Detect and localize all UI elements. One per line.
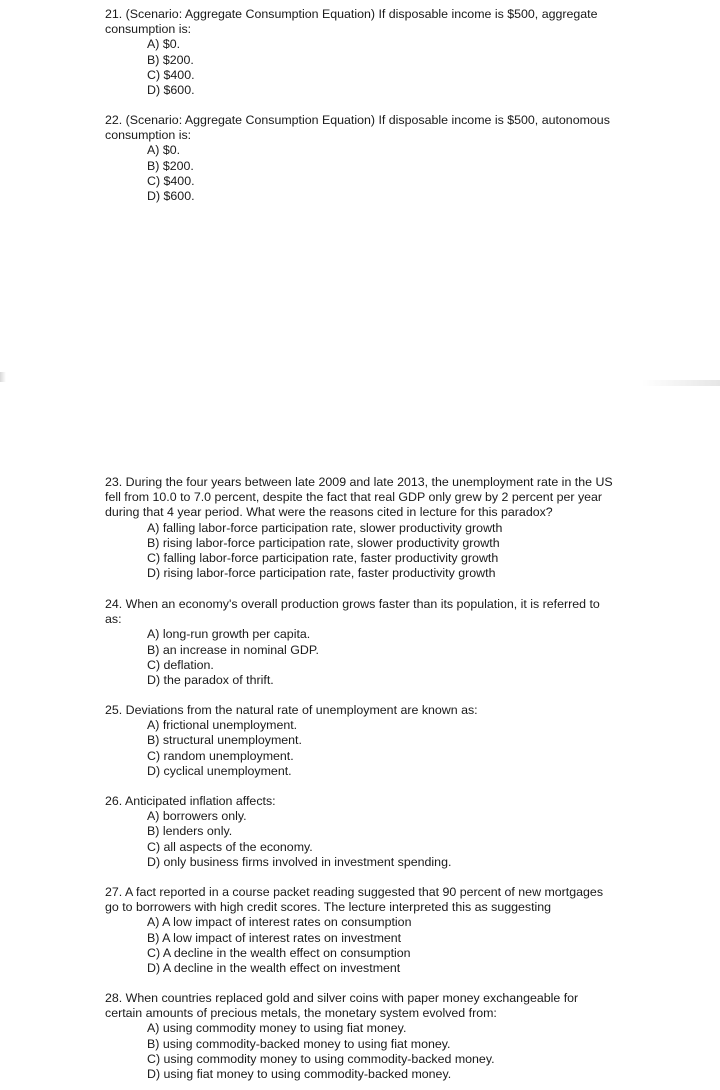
- option-d[interactable]: D) A decline in the wealth effect on investment: [147, 961, 401, 976]
- answer-options: [147, 718, 617, 779]
- question-22: [105, 113, 617, 204]
- option-d[interactable]: D) $600.: [147, 83, 195, 98]
- question-28: [105, 991, 617, 1082]
- question-stem: 21. (Scenario: Aggregate Consumption Equation) If disposable income is $500, aggregate consumption is:: [105, 7, 598, 37]
- question-25: [105, 703, 617, 779]
- question-24: [105, 597, 617, 688]
- option-b[interactable]: B) using commodity-backed money to using fiat money.: [147, 1036, 451, 1051]
- option-b[interactable]: B) structural unemployment.: [147, 733, 302, 748]
- question-stem: 25. Deviations from the natural rate of unemployment are known as:: [105, 703, 478, 717]
- option-a[interactable]: A) frictional unemployment.: [147, 718, 298, 733]
- option-a[interactable]: A) A low impact of interest rates on consumption: [147, 915, 412, 930]
- option-c[interactable]: C) $400.: [147, 67, 195, 82]
- answer-options: [147, 809, 617, 870]
- option-a[interactable]: A) using commodity money to using fiat money.: [147, 1021, 407, 1036]
- option-b[interactable]: B) $200.: [147, 158, 194, 173]
- question-stem: 24. When an economy's overall production grows faster than its population, it is referred to as:: [105, 597, 600, 627]
- option-a[interactable]: A) long-run growth per capita.: [147, 627, 311, 642]
- answer-options: [147, 143, 617, 204]
- answer-options: [147, 521, 620, 582]
- option-d[interactable]: D) using fiat money to using commodity-backed money.: [147, 1067, 452, 1082]
- option-c[interactable]: C) random unemployment.: [147, 748, 294, 763]
- option-b[interactable]: B) rising labor-force participation rate, slower productivity growth: [147, 535, 500, 550]
- question-21: [105, 7, 617, 98]
- option-a[interactable]: A) falling labor-force participation rate, slower productivity growth: [147, 520, 503, 535]
- answer-options: [147, 1021, 617, 1082]
- question-stem: 26. Anticipated inflation affects:: [105, 794, 276, 808]
- option-b[interactable]: B) $200.: [147, 52, 194, 67]
- option-b[interactable]: B) lenders only.: [147, 824, 233, 839]
- option-b[interactable]: B) A low impact of interest rates on investment: [147, 930, 402, 945]
- question-stem: 28. When countries replaced gold and silver coins with paper money exchangeable for certain amounts of precious metals, the monetary system evolved from:: [105, 991, 579, 1021]
- option-a[interactable]: A) $0.: [147, 143, 181, 158]
- answer-options: [147, 915, 617, 976]
- option-c[interactable]: C) falling labor-force participation rate, faster productivity growth: [147, 551, 499, 566]
- option-d[interactable]: D) the paradox of thrift.: [147, 673, 274, 688]
- option-c[interactable]: C) $400.: [147, 173, 195, 188]
- option-c[interactable]: C) A decline in the wealth effect on consumption: [147, 945, 411, 960]
- option-c[interactable]: C) using commodity money to using commodity-backed money.: [147, 1051, 495, 1066]
- question-stem: 23. During the four years between late 2009 and late 2013, the unemployment rate in the US fell from 10.0 to 7.0 percent, despite the fact that real GDP only grew by 2 percent per year during that 4 year period. What were the reasons cited in lecture for this paradox?: [105, 475, 613, 520]
- question-stem: 27. A fact reported in a course packet reading suggested that 90 percent of new mortgages go to borrowers with high credit scores. The lecture interpreted this as suggesting: [105, 885, 604, 915]
- option-c[interactable]: C) deflation.: [147, 657, 214, 672]
- option-d[interactable]: D) $600.: [147, 189, 195, 204]
- option-c[interactable]: C) all aspects of the economy.: [147, 839, 313, 854]
- question-27: [105, 885, 617, 976]
- option-a[interactable]: A) borrowers only.: [147, 809, 247, 824]
- page-edge-shadow: [642, 380, 720, 386]
- question-26: [105, 794, 617, 870]
- answer-options: [147, 627, 617, 688]
- answer-options: [147, 37, 617, 98]
- option-b[interactable]: B) an increase in nominal GDP.: [147, 642, 319, 657]
- question-23: [105, 475, 620, 581]
- page-edge-shadow: [0, 372, 6, 382]
- option-d[interactable]: D) only business firms involved in investment spending.: [147, 854, 452, 869]
- option-d[interactable]: D) cyclical unemployment.: [147, 763, 292, 778]
- option-d[interactable]: D) rising labor-force participation rate, faster productivity growth: [147, 566, 496, 581]
- question-stem: 22. (Scenario: Aggregate Consumption Equation) If disposable income is $500, autonomous consumption is:: [105, 113, 610, 143]
- option-a[interactable]: A) $0.: [147, 37, 181, 52]
